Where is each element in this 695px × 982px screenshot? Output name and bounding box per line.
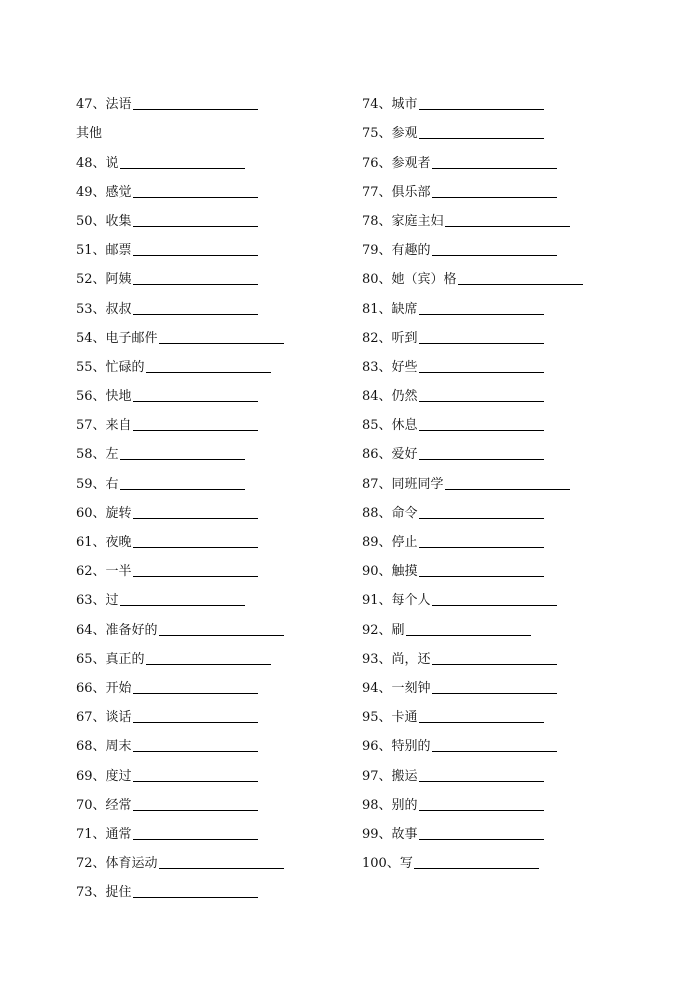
answer-blank-line[interactable] [133,896,258,898]
answer-blank-line[interactable] [419,458,544,460]
answer-blank-line[interactable] [133,254,258,256]
answer-blank-line[interactable] [133,108,258,110]
vocab-term: 55、忙碌的 [76,359,145,375]
vocab-term: 85、休息 [362,418,418,434]
vocab-item [76,201,284,230]
answer-blank-line[interactable] [120,167,245,169]
vocab-term: 73、捉住 [76,885,132,901]
answer-blank-line[interactable] [133,313,258,315]
answer-blank-line[interactable] [133,750,258,752]
vocab-term: 75、参观 [362,126,418,142]
vocab-term: 48、说 [76,155,119,171]
section-heading [76,113,284,142]
vocab-item [362,405,583,434]
answer-blank-line[interactable] [133,575,258,577]
answer-blank-line[interactable] [432,196,557,198]
answer-blank-line[interactable] [419,546,544,548]
vocab-term: 56、快地 [76,389,132,405]
vocab-term: 61、夜晚 [76,535,132,550]
answer-blank-line[interactable] [133,780,258,782]
vocab-term: 71、通常 [76,826,132,842]
vocab-term: 86、爱好 [362,447,418,463]
vocab-item [362,201,583,230]
vocab-term: 47、法语 [76,97,132,113]
vocab-item [362,113,583,142]
answer-blank-line[interactable] [458,283,583,285]
vocab-term: 49、感觉 [76,184,132,200]
answer-blank-line[interactable] [432,604,557,606]
vocab-item [76,318,284,347]
answer-blank-line[interactable] [419,137,544,139]
vocab-item [362,230,583,259]
vocab-term: 69、度过 [76,768,132,784]
answer-blank-line[interactable] [133,721,258,723]
vocab-item [76,376,284,405]
vocab-item [76,493,284,522]
answer-blank-line[interactable] [432,692,557,694]
vocab-term: 97、搬运 [362,768,418,784]
vocab-term: 95、卡通 [362,710,418,726]
vocab-item [76,288,284,317]
vocab-item [362,639,583,668]
vocab-item [76,230,284,259]
vocab-item [76,639,284,668]
vocab-item [362,318,583,347]
vocab-term: 93、尚，还 [362,651,431,667]
vocab-term: 58、左 [76,447,119,463]
answer-blank-line[interactable] [419,429,544,431]
answer-blank-line[interactable] [120,458,245,460]
vocab-item [362,84,583,113]
vocab-item [76,843,284,872]
vocab-term: 88、命令 [362,505,418,521]
answer-blank-line[interactable] [432,663,557,665]
vocab-term: 54、电子邮件 [76,330,158,346]
vocab-term: 67、谈话 [76,710,132,726]
answer-blank-line[interactable] [419,517,544,519]
vocab-term: 78、家庭主妇 [362,213,444,229]
answer-blank-line[interactable] [146,371,271,373]
vocab-term: 72、体育运动 [76,856,158,872]
vocab-term: 92、刷 [362,622,405,638]
answer-blank-line[interactable] [133,225,258,227]
vocab-item [76,84,284,113]
answer-blank-line[interactable] [133,692,258,694]
vocab-item [362,259,583,288]
vocab-item [76,726,284,755]
vocab-item [362,843,583,872]
vocab-term: 57、来自 [76,418,132,434]
vocab-term: 53、叔叔 [76,301,132,317]
vocab-term: 90、触摸 [362,564,418,580]
answer-blank-line[interactable] [419,809,544,811]
vocab-term: 94、一刻钟 [362,680,431,696]
answer-blank-line[interactable] [133,838,258,840]
vocab-item [362,609,583,638]
answer-blank-line[interactable] [419,371,544,373]
vocab-term: 74、城市 [362,97,418,113]
vocab-item [362,142,583,171]
answer-blank-line[interactable] [432,254,557,256]
vocab-item [76,347,284,376]
answer-blank-line[interactable] [133,196,258,198]
vocab-term: 52、阿姨 [76,272,132,288]
vocab-term: 98、别的 [362,797,418,813]
answer-blank-line[interactable] [120,488,245,490]
vocab-term: 62、一半 [76,564,132,580]
vocab-term: 100、写 [362,856,413,872]
vocab-term: 83、好些 [362,359,418,375]
vocab-term: 50、收集 [76,213,132,229]
answer-blank-line[interactable] [419,108,544,110]
answer-blank-line[interactable] [419,400,544,402]
vocab-item [76,785,284,814]
vocab-term: 87、同班同学 [362,476,444,492]
vocab-item [76,172,284,201]
vocab-item [76,668,284,697]
vocab-term: 65、真正的 [76,651,145,667]
answer-blank-line[interactable] [159,867,284,869]
answer-blank-line[interactable] [133,809,258,811]
vocab-term: 76、参观者 [362,155,431,171]
vocab-term: 63、过 [76,593,119,609]
vocab-term: 99、故事 [362,826,418,842]
section-heading-label: 其他 [76,126,103,142]
vocab-item [362,172,583,201]
answer-blank-line[interactable] [133,517,258,519]
vocab-item [362,551,583,580]
vocab-item [76,259,284,288]
answer-blank-line[interactable] [159,634,284,636]
vocab-item [362,668,583,697]
left-column [76,84,284,901]
answer-blank-line[interactable] [432,750,557,752]
vocab-item [362,347,583,376]
vocab-item [76,814,284,843]
vocab-item [76,405,284,434]
vocab-item [362,755,583,784]
answer-blank-line[interactable] [133,429,258,431]
vocab-item [362,697,583,726]
answer-blank-line[interactable] [419,721,544,723]
vocab-item [362,376,583,405]
vocab-item [362,493,583,522]
answer-blank-line[interactable] [419,342,544,344]
vocab-term: 80、她（宾）格 [362,272,457,288]
answer-blank-line[interactable] [445,225,570,227]
vocab-term: 64、准备好的 [76,622,158,638]
vocab-item [76,434,284,463]
answer-blank-line[interactable] [146,663,271,665]
vocab-term: 82、听到 [362,330,418,346]
answer-blank-line[interactable] [432,167,557,169]
vocab-item [362,726,583,755]
answer-blank-line[interactable] [120,604,245,606]
vocab-item [76,522,284,551]
answer-blank-line[interactable] [445,488,570,490]
vocab-item [76,580,284,609]
vocab-item [362,785,583,814]
answer-blank-line[interactable] [414,867,539,869]
answer-blank-line[interactable] [419,780,544,782]
vocab-item [76,609,284,638]
vocab-term: 96、特别的 [362,739,431,755]
vocab-item [362,522,583,551]
answer-blank-line[interactable] [419,575,544,577]
vocab-term: 79、有趣的 [362,243,431,259]
answer-blank-line[interactable] [159,342,284,344]
vocab-term: 51、邮票 [76,243,132,259]
vocab-term: 91、每个人 [362,593,431,609]
vocab-item [362,434,583,463]
right-column [362,84,583,872]
vocab-item [362,814,583,843]
vocab-item [76,463,284,492]
vocab-item [76,872,284,901]
answer-blank-line[interactable] [133,400,258,402]
answer-blank-line[interactable] [406,634,531,636]
answer-blank-line[interactable] [419,838,544,840]
vocab-item [76,697,284,726]
vocab-item [76,551,284,580]
vocab-term: 68、周末 [76,739,132,755]
answer-blank-line[interactable] [419,313,544,315]
answer-blank-line[interactable] [133,546,258,548]
vocab-term: 60、旋转 [76,505,132,521]
vocab-term: 59、右 [76,476,119,492]
vocab-item [76,142,284,171]
vocab-term: 70、经常 [76,797,132,813]
vocab-term: 84、仍然 [362,389,418,405]
vocab-item [362,288,583,317]
vocab-term: 77、俱乐部 [362,184,431,200]
vocab-item [362,580,583,609]
vocab-item [76,755,284,784]
vocab-term: 89、停止 [362,535,418,550]
vocab-term: 66、开始 [76,680,132,696]
answer-blank-line[interactable] [133,283,258,285]
vocab-item [362,463,583,492]
vocab-term: 81、缺席 [362,301,418,317]
